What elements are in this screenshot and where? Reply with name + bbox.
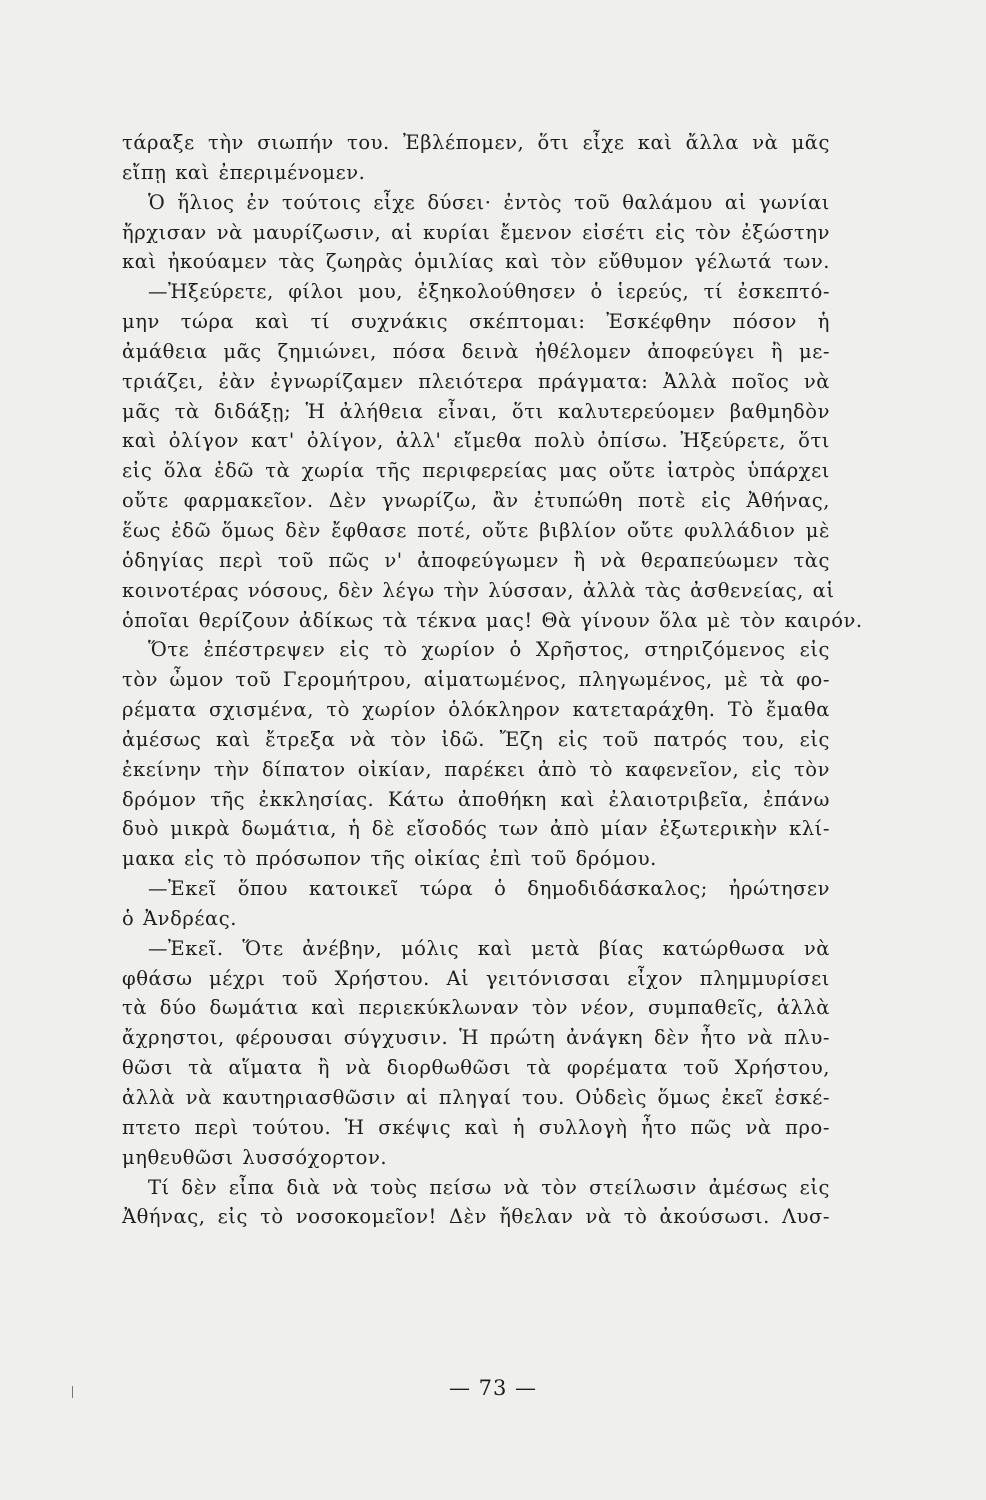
text-line: Ἀθήνας, εἰς τὸ νοσοκομεῖον! Δὲν ἤθελαν νὰ τὸ ἀκούσωσι. Λυσ- xyxy=(122,1205,830,1229)
text-line: μην τώρα καὶ τί συχνάκις σκέπτομαι: Ἐσκέφθην πόσον ἡ xyxy=(122,310,830,334)
text-line: τριάζει, ἐὰν ἐγνωρίζαμεν πλειότερα πράγματα: Ἀλλὰ ποῖος νὰ xyxy=(122,369,830,393)
text-line: Τί δὲν εἶπα διὰ νὰ τοὺς πείσω νὰ τὸν στείλωσιν ἀμέσως εἰς xyxy=(148,1175,830,1199)
text-line: ἐκείνην τὴν δίπατον οἰκίαν, παρέκει ἀπὸ τὸ καφενεῖον, εἰς τὸν xyxy=(122,757,830,781)
text-line: —Ἠξεύρετε, φίλοι μου, ἐξηκολούθησεν ὁ ἱερεύς, τί ἐσκεπτό- xyxy=(148,280,830,304)
text-line: ἤρχισαν νὰ μαυρίζωσιν, αἱ κυρίαι ἔμενον εἰσέτι εἰς τὸν ἐξώστην xyxy=(122,220,830,244)
text-line: τάραξε τὴν σιωπήν του. Ἐβλέπομεν, ὅτι εἶχε καὶ ἄλλα νὰ μᾶς xyxy=(122,131,830,154)
scan-mark xyxy=(72,1386,73,1398)
text-line: μακα εἰς τὸ πρόσωπον τῆς οἰκίας ἐπὶ τοῦ δρόμου. xyxy=(122,847,657,871)
text-line: μᾶς τὰ διδάξῃ; Ἡ ἀλήθεια εἶναι, ὅτι καλυτερεύομεν βαθμηδὸν xyxy=(122,399,830,423)
text-line: ἀμέσως καὶ ἔτρεξα νὰ τὸν ἰδῶ. Ἔζη εἰς τοῦ πατρός του, εἰς xyxy=(122,727,830,751)
text-line: μηθευθῶσι λυσσόχορτον. xyxy=(122,1145,388,1169)
text-line: εἰς ὅλα ἐδῶ τὰ χωρία τῆς περιφερείας μας οὔτε ἰατρὸς ὑπάρχει xyxy=(122,459,830,483)
text-line: δυὸ μικρὰ δωμάτια, ἡ δὲ εἴσοδός των ἀπὸ μίαν ἐξωτερικὴν κλί- xyxy=(122,817,830,841)
text-line: πτετο περὶ τούτου. Ἡ σκέψις καὶ ἡ συλλογὴ ἦτο πῶς νὰ προ- xyxy=(122,1115,830,1139)
text-line: τὰ δύο δωμάτια καὶ περιεκύκλωναν τὸν νέον, συμπαθεῖς, ἀλλὰ xyxy=(122,996,830,1020)
text-line: καὶ ὀλίγον κατ' ὀλίγον, ἀλλ' εἴμεθα πολὺ ὀπίσω. Ἠξεύρετε, ὅτι xyxy=(122,429,830,453)
text-line: θῶσι τὰ αἵματα ἢ νὰ διορθωθῶσι τὰ φορέματα τοῦ Χρήστου, xyxy=(122,1056,830,1080)
text-line: φθάσω μέχρι τοῦ Χρήστου. Αἱ γειτόνισσαι εἶχον πλημμυρίσει xyxy=(122,966,830,990)
text-line: ἕως ἐδῶ ὅμως δὲν ἔφθασε ποτέ, οὔτε βιβλίον οὔτε φυλλάδιον μὲ xyxy=(122,518,830,542)
text-line: ἀμάθεια μᾶς ζημιώνει, πόσα δεινὰ ἠθέλομεν ἀποφεύγει ἢ με- xyxy=(122,339,830,363)
text-line: δρόμον τῆς ἐκκλησίας. Κάτω ἀποθήκη καὶ ἐλαιοτριβεῖα, ἐπάνω xyxy=(122,787,830,811)
text-line: ἄχρηστοι, φέρουσαι σύγχυσιν. Ἡ πρώτη ἀνάγκη δὲν ἦτο νὰ πλυ- xyxy=(122,1026,830,1050)
text-line: κοινοτέρας νόσους, δὲν λέγω τὴν λύσσαν, ἀλλὰ τὰς ἀσθενείας, αἱ xyxy=(122,578,835,602)
text-line: Ὅτε ἐπέστρεψεν εἰς τὸ χωρίον ὁ Χρῆστος, στηριζόμενος εἰς xyxy=(148,638,830,662)
text-line: οὔτε φαρμακεῖον. Δὲν γνωρίζω, ἂν ἐτυπώθη ποτὲ εἰς Ἀθήνας, xyxy=(122,489,830,513)
text-line: —Ἐκεῖ ὅπου κατοικεῖ τώρα ὁ δημοδιδάσκαλος; ἠρώτησεν xyxy=(148,877,830,901)
text-line: ὁποῖαι θερίζουν ἀδίκως τὰ τέκνα μας! Θὰ γίνουν ὅλα μὲ τὸν καιρόν. xyxy=(122,608,863,632)
text-line: Ὁ ἥλιος ἐν τούτοις εἶχε δύσει· ἐντὸς τοῦ θαλάμου αἱ γωνίαι xyxy=(148,190,830,214)
text-line: τὸν ὦμον τοῦ Γερομήτρου, αἱματωμένος, πληγωμένος, μὲ τὰ φο- xyxy=(122,668,830,692)
text-line: —Ἐκεῖ. Ὅτε ἀνέβην, μόλις καὶ μετὰ βίας κατώρθωσα νὰ xyxy=(148,936,830,960)
text-line: ὁ Ἀνδρέας. xyxy=(122,906,237,930)
page-number: — 73 — xyxy=(448,1376,538,1400)
text-line: ὁδηγίας περὶ τοῦ πῶς ν' ἀποφεύγωμεν ἢ νὰ θεραπεύωμεν τὰς xyxy=(122,548,830,572)
text-line: καὶ ἠκούαμεν τὰς ζωηρὰς ὁμιλίας καὶ τὸν εὔθυμον γέλωτά των. xyxy=(122,250,830,274)
text-line: ἀλλὰ νὰ καυτηριασθῶσιν αἱ πληγαί του. Οὐδεὶς ὅμως ἐκεῖ ἐσκέ- xyxy=(122,1086,830,1109)
body-text xyxy=(122,128,863,1232)
text-line: ρέματα σχισμένα, τὸ χωρίον ὁλόκληρον κατεταράχθη. Τὸ ἔμαθα xyxy=(122,698,830,722)
text-line: εἴπῃ καὶ ἐπεριμένομεν. xyxy=(122,160,366,184)
